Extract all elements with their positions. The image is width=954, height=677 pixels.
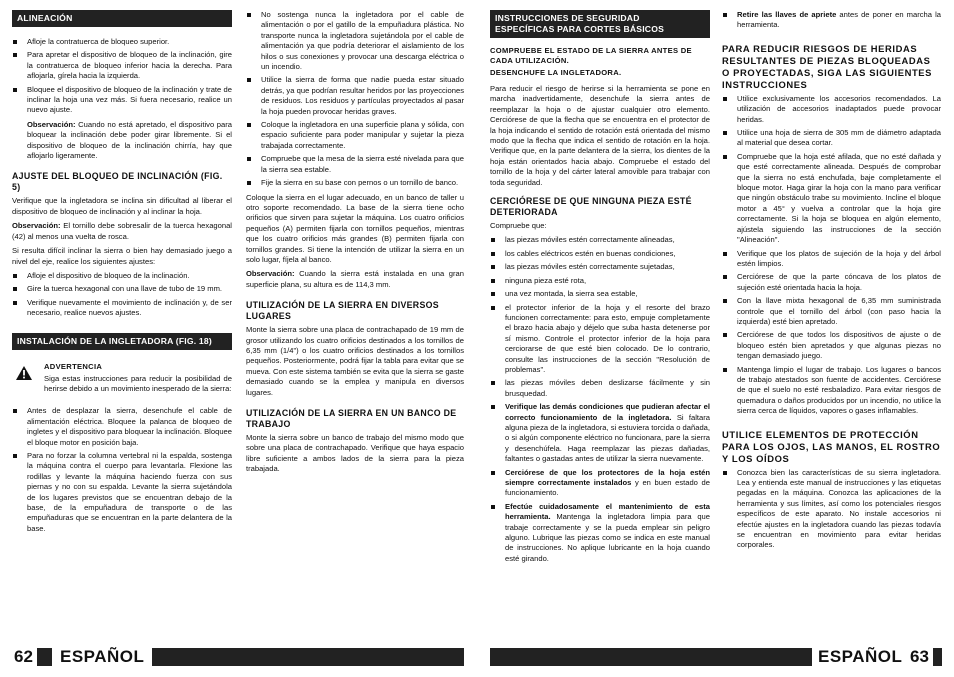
section-title-ajuste: AJUSTE DEL BLOQUEO DE INCLINACIÓN (FIG. 5): [12, 171, 223, 193]
bullet-icon: [13, 53, 17, 57]
list-item: Efectúe cuidadosamente el mantenimiento de esta herramienta. Mantenga la ingletadora limpia para que trabaje correctamente y se la pueda emplear sin peligro alguno. Lubrique las piezas como se indica en este manual de instrucciones. No aplique lubricante en la hoja cuando esté girando.: [490, 502, 710, 564]
footer-language-left: ESPAÑOL: [52, 648, 152, 666]
list-item: Retire las llaves de apriete antes de poner en marcha la herramienta.: [722, 10, 941, 31]
instalacion-list: [12, 406, 232, 534]
compruebe-list: [490, 235, 710, 564]
bullet-icon: [247, 181, 251, 185]
bullet-icon: [491, 252, 495, 256]
list-item: Gire la tuerca hexagonal con una llave de tubo de 19 mm.: [12, 284, 232, 294]
list-item: una vez montada, la sierra sea estable,: [490, 289, 710, 299]
bullet-icon: [723, 275, 727, 279]
warning-text: Siga estas instrucciones para reducir la posibilidad de herirse debido a un movimiento inesperado de la sierra:: [44, 373, 232, 393]
note: Observación: Cuando no está apretado, el dispositivo para bloquear la inclinación debe poder girar libremente. Si el dispositivo de bloqueo de la inclinación chirría, hay que aflojarlo ligeramente.: [27, 119, 232, 161]
paragraph: Compruebe que:: [490, 221, 547, 231]
riesgos-list: [722, 94, 941, 417]
bullet-icon: [247, 123, 251, 127]
bullet-icon: [247, 157, 251, 161]
list-item: Cerciórese de que todos los dispositivos de ajuste o de bloqueo estén bien apretados y que algunas piezas no tengan demasiado juego.: [722, 330, 941, 361]
list-item: Compruebe que la mesa de la sierra esté nivelada para que la sierra sea estable.: [246, 154, 464, 175]
column-4: [722, 10, 941, 555]
bullet-icon: [247, 13, 251, 17]
list-item: Utilice la sierra de forma que nadie pueda estar situado detrás, ya que podrían resultar heridos por las proyecciones de residuos. Los residuos y partículas proyectados al pasar la hoja pueden provocar heridas graves.: [246, 75, 464, 117]
bullet-icon: [723, 97, 727, 101]
bullet-icon: [13, 287, 17, 291]
subheading: COMPRUEBE EL ESTADO DE LA SIERRA ANTES DE CADA UTILIZACIÓN.: [490, 46, 692, 65]
bullet-icon: [491, 381, 495, 385]
paragraph: Monte la sierra sobre un banco de trabajo del mismo modo que sobre una placa de contrachapado. Verifique que haya espacio libre suficiente a ambos lados de la sierra para la pieza trabajada.: [246, 433, 464, 474]
bullet-icon: [723, 299, 727, 303]
bullet-icon: [491, 238, 495, 242]
list-item: Conozca bien las características de su sierra ingletadora. Lea y entienda este manual de instrucciones y las etiquetas pegadas en la máquina. Conozca las aplicaciones de la herramienta y sus límites, así como los potenciales riesgos específicos de este aparato. No instale accesorios ni efectúe ajustes en la ingletadora cuando las piezas todavía se encuentran en movimiento para evitar heridas corporales.: [722, 468, 941, 551]
bullet-icon: [491, 505, 495, 509]
list-item: Afloje la contratuerca de bloqueo superior.: [12, 37, 232, 47]
llaves-list: [722, 10, 941, 31]
bullet-icon: [247, 78, 251, 82]
section-title-diversos-lugares: UTILIZACIÓN DE LA SIERRA EN DIVERSOS LUGARES: [246, 300, 439, 322]
section-title-seguridad: INSTRUCCIONES DE SEGURIDAD ESPECÍFICAS PARA CORTES BÁSICOS: [490, 10, 710, 38]
note: Observación: Cuando la sierra está instalada en una gran superficie plana, su altura es de 114,3 mm.: [246, 269, 464, 289]
warning-box: [12, 360, 232, 399]
bullet-icon: [723, 368, 727, 372]
subheading: DESENCHUFE LA INGLETADORA.: [490, 68, 622, 77]
page-number-left: 62: [10, 648, 37, 666]
list-item: las piezas móviles estén correctamente alineadas,: [490, 235, 710, 245]
paragraph: Monte la sierra sobre una placa de contrachapado de 19 mm de grosor utilizando los cuatro orificios destinados a los tornillos de 6,35 mm (1/4") o los cuatro orificios destinados a los tornillos pequeños. Posteriormente, podrá fijar la tabla para evitar que se mueva. Con este sistema también se evita que la sierra se gaste demasiado cuando se la emplea y manipula en diversos lugares.: [246, 325, 464, 397]
bullet-icon: [723, 333, 727, 337]
bullet-icon: [491, 292, 495, 296]
list-item: Utilice exclusivamente los accesorios recomendados. La utilización de accesorios inadaptados puede provocar heridas.: [722, 94, 941, 125]
warning-title: ADVERTENCIA: [44, 361, 103, 371]
list-item: los cables eléctricos estén en buenas condiciones,: [490, 249, 710, 259]
list-item: Antes de desplazar la sierra, desenchufe el cable de alimentación eléctrica. Bloquee la palanca de bloqueo de ingletes y el dispositivo para bloquear la inclinación. Bloquee el bloque motor en posición baja.: [12, 406, 232, 448]
note: Observación: El tornillo debe sobresalir de la tuerca hexagonal (42) al menos una vuelta de rosca.: [12, 221, 232, 241]
bullet-icon: [491, 471, 495, 475]
warning-icon: [16, 366, 32, 380]
bullet-icon: [723, 252, 727, 256]
list-item: el protector inferior de la hoja y el resorte del brazo funcionen correctamente: para esto, empuje completamente el brazo hacia abajo y déjelo que suba hasta detenerse por sí mismo. Controle el protector inferior de la hoja para cerciorarse de que esté bien colocado. De lo contrario, consulte las instrucciones de la sección "Resolución de problemas".: [490, 303, 710, 376]
bullet-icon: [13, 88, 17, 92]
instalacion-list-cont: [246, 10, 464, 189]
list-item: Verifique las demás condiciones que pudieran afectar el correcto funcionamiento de la ingletadora. Si faltara alguna pieza de la ingletadora, si estuviera torcida o dañada, o si algún componente eléctrico no funcionara, pare la sierra y desenchúfela. Haga reemplazar las piezas dañadas, faltantes o gastadas antes de utilizar la sierra nuevamente.: [490, 402, 710, 464]
list-item: Utilice una hoja de sierra de 305 mm de diámetro adaptada al material que desea cortar.: [722, 128, 941, 149]
section-title-banco-trabajo: UTILIZACIÓN DE LA SIERRA EN UN BANCO DE TRABAJO: [246, 408, 457, 429]
bullet-icon: [491, 405, 495, 409]
list-item: Mantenga limpio el lugar de trabajo. Los lugares o bancos de trabajo atestados son fuente de accidentes. Cerciórese de que el suelo no esté resbaladizo. Para evitar riesgos de quemadura o daños producidos por un incendio, no utilice la sierra cerca de líquidos, vapores o gases inflamables.: [722, 365, 941, 417]
ajuste-list: [12, 271, 232, 319]
list-item: las piezas móviles estén correctamente sujetadas,: [490, 262, 710, 272]
column-3: [490, 10, 710, 568]
list-item: Cerciórese de que la parte cóncava de los platos de sujeción esté orientada hacia la hoja.: [722, 272, 941, 293]
bullet-icon: [723, 13, 727, 17]
list-item: Fije la sierra en su base con pernos o un tornillo de banco.: [246, 178, 464, 188]
paragraph: Verifique que la ingletadora se inclina sin dificultad al liberar el dispositivo de bloqueo de inclinación y al inclinar la hoja.: [12, 196, 232, 216]
list-item: Compruebe que la hoja esté afilada, que no esté dañada y que esté correctamente alineada. Después de comprobar que la sierra no está enchufada, baje completamente el bloque motor. Haga girar la hoja con la mano para verificar que ningún obstáculo trabe su movimiento. Incline el bloque motor a 45° y vuelva a controlar que la hoja gire correctamente. Si la hoja se bloquea en algún elemento, ajústela siguiendo las instrucciones de la sección "Alineación".: [722, 152, 941, 246]
list-item: Con la llave mixta hexagonal de 6,35 mm suministrada controle que el tornillo del árbol (con paso hacia la izquierda) esté bien apretado.: [722, 296, 941, 327]
column-2: [246, 10, 464, 479]
list-item: Verifique nuevamente el movimiento de inclinación y, de ser necesario, realice nuevos ajustes.: [12, 298, 232, 319]
list-item: ninguna pieza esté rota,: [490, 276, 710, 286]
list-item: Coloque la ingletadora en una superficie plana y sólida, con espacio suficiente para poder manipular y sujetar la pieza trabajada correctamente.: [246, 120, 464, 151]
section-title-pieza-deteriorada: CERCIÓRESE DE QUE NINGUNA PIEZA ESTÉ DETERIORADA: [490, 196, 692, 218]
bullet-icon: [723, 155, 727, 159]
bullet-icon: [13, 454, 17, 458]
section-title-instalacion: INSTALACIÓN DE LA INGLETADORA (FIG. 18): [12, 333, 232, 350]
paragraph: Coloque la sierra en el lugar adecuado, en un banco de taller u otro soporte recomendado. La base de la sierra tiene ocho orificios que sirven para sujetar la máquina. Los cuatro orificios pequeños (A) permiten fijarla con tornillos pequeños, mientras que los cuatro orificios más grandes (B) permiten fijarla con tornillos grandes. Si tiene la intención de utilizar la sierra en un solo lugar, fíjela al banco.: [246, 192, 464, 264]
bullet-icon: [13, 301, 17, 305]
list-item: Para apretar el dispositivo de bloqueo de la inclinación, gire la contratuerca de bloqueo inferior hacia la derecha. Para aflojarla, gírela hacia la izquierda.: [12, 50, 232, 81]
bullet-icon: [723, 471, 727, 475]
bullet-icon: [491, 279, 495, 283]
bullet-icon: [13, 274, 17, 278]
paragraph: Para reducir el riesgo de herirse si la herramienta se pone en marcha inadvertidamente, desenchufe la sierra antes de reemplazar la hoja o de ajustar cualquier otro elemento. Cerciórese de que la flecha que se encuentra en el protector de la hoja indicando el sentido de rotación está orientada del mismo modo que la flecha que indica el sentido de rotación en la hoja. Verifique que, en la parte delantera de la sierra, los dientes de la hoja están orientados hacia abajo. Compruebe el estado del tornillo de la hoja y del cárter lateral amovible para trabajar con toda seguridad.: [490, 84, 710, 187]
page-number-right: 63: [906, 648, 933, 666]
list-item: Afloje el dispositivo de bloqueo de la inclinación.: [12, 271, 232, 281]
bullet-icon: [723, 131, 727, 135]
list-item: Bloquee el dispositivo de bloqueo de la inclinación y trate de inclinar la hoja una vez más. Si fuera necesario, realice un nuevo ajuste. Observación: Cuando no está apretado, el dispositivo para bloquear la inclinación debe poder girar libremente. Si el dispositivo de bloqueo de la inclinación chirría, hay que aflojarlo ligeramente.: [12, 85, 232, 162]
bullet-icon: [13, 40, 17, 44]
list-item: Cerciórese de que los protectores de la hoja estén siempre correctamente instalados y en buen estado de funcionamiento.: [490, 468, 710, 499]
section-title-riesgos: PARA REDUCIR RIESGOS DE HERIDAS RESULTANTES DE PIEZAS BLOQUEADAS O PROYECTADAS, SIGA LAS SIGUIENTES INSTRUCCIONES: [722, 42, 933, 90]
list-item: las piezas móviles deben deslizarse fácilmente y sin brusquedad.: [490, 378, 710, 399]
section-title-proteccion: UTILICE ELEMENTOS DE PROTECCIÓN PARA LOS OJOS, LAS MANOS, EL ROSTRO Y LOS OÍDOS: [722, 428, 941, 464]
paragraph: Si resulta difícil inclinar la sierra o bien hay demasiado juego a nivel del eje, realice los siguientes ajustes:: [12, 246, 232, 266]
list-item: No sostenga nunca la ingletadora por el cable de alimentación o por el gatillo de la empuñadura plástica. No transporte nunca la ingletadora sujetándola por el cable de alimentación ya que podría deteriorar el aislamiento de los hilos o sus conexiones y provocar una descarga eléctrica o un incendio.: [246, 10, 464, 72]
bullet-icon: [13, 409, 17, 413]
bullet-icon: [491, 265, 495, 269]
footer-language-right: ESPAÑOL: [812, 648, 908, 666]
list-item: Verifique que los platos de sujeción de la hoja y del árbol estén limpios.: [722, 249, 941, 270]
section-title-alineacion: ALINEACIÓN: [12, 10, 232, 27]
column-1: [12, 10, 232, 538]
list-item: Para no forzar la columna vertebral ni la espalda, sostenga la máquina contra el cuerpo para levantarla. Flexione las rodillas y levante la máquina haciendo fuerza con sus piernas y no con su espalda. Levante la sierra sujetándola de los lugares previstos que se encuentran debajo de la base, de la empuñadura de transporte o de las empuñaduras que se encuentran en la parte delantera de la base.: [12, 451, 232, 534]
bullet-icon: [491, 306, 495, 310]
proteccion-list: [722, 468, 941, 551]
alineacion-list: [12, 37, 232, 161]
